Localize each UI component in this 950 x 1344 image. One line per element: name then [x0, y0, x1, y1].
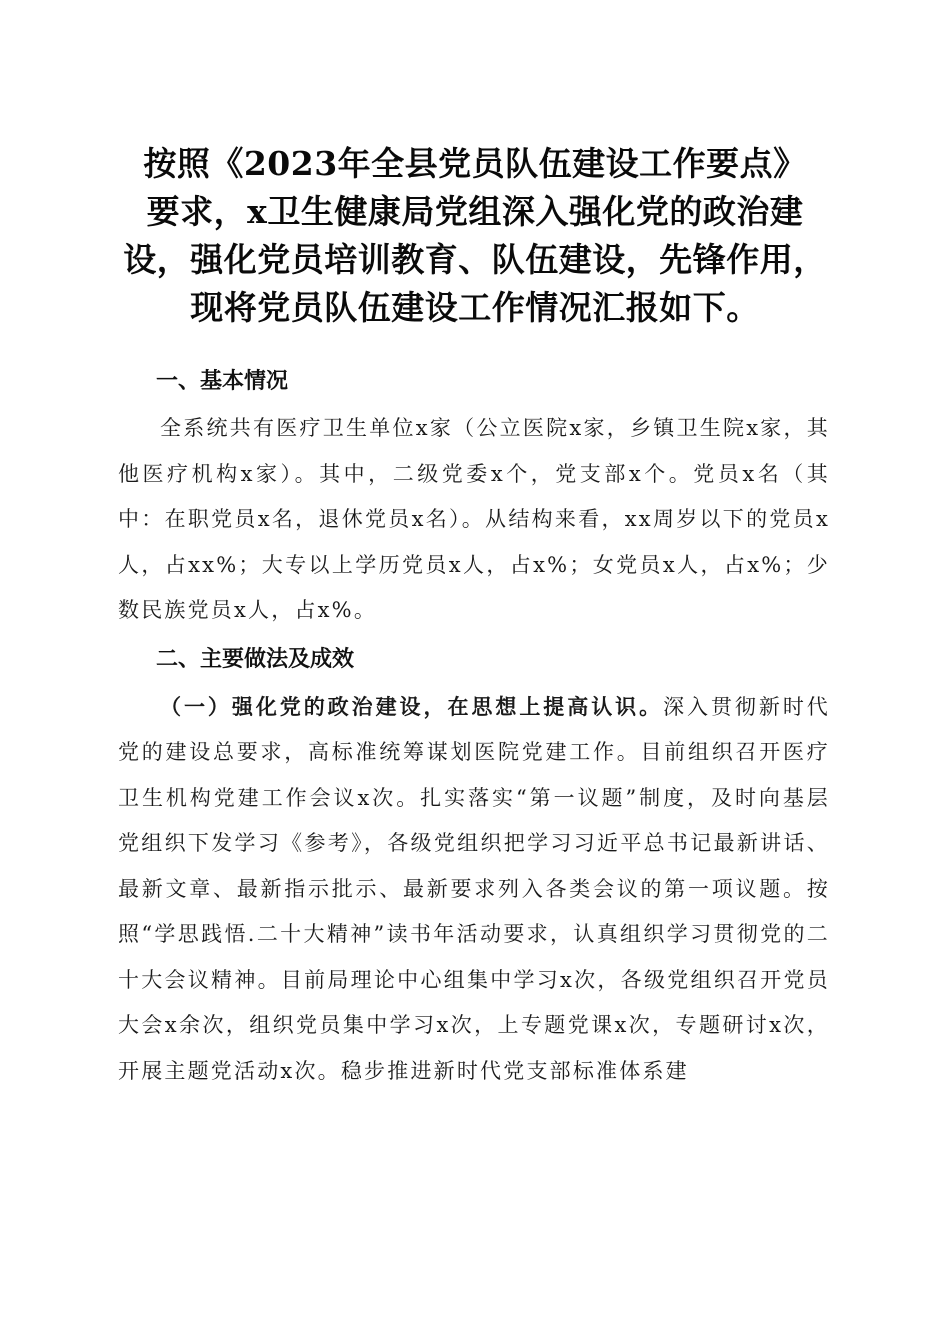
title-line: 按照《2023年全县党员队伍建设工作要点》: [143, 144, 807, 183]
subsection-text: 深入贯彻新时代党的建设总要求，高标准统筹谋划医院党建工作。目前组织召开医疗卫生机构党建工作会议x次。扎实落实“第一议题”制度，及时向基层党组织下发学习《参考》，各级党组织把学习习近平总书记最新讲话、最新文章、最新指示批示、最新要求列入各类会议的第一项议题。按照“学思践悟.二十大精神”读书年活动要求，认真组织学习贯彻党的二十大会议精神。目前局理论中心组集中学习x次，各级党组织召开党员大会x余次，组织党员集中学习x次，上专题党课x次，专题研讨x次，开展主题党活动x次。稳步推进新时代党支部标准体系建: [118, 694, 830, 1083]
title-line: 要求，x卫生健康局党组深入强化党的政治建: [146, 192, 804, 231]
section-paragraph-basic-situation: 全系统共有医疗卫生单位x家（公立医院x家，乡镇卫生院x家，其他医疗机构x家）。其中，二级党委x个，党支部x个。党员x名（其中：在职党员x名，退休党员x名）。从结构来看，xx周岁以下的党员x人，占xx%；大专以上学历党员x人，占x%；女党员x人，占x%；少数民族党员x人，占x%。: [118, 416, 830, 622]
section-heading-basic-situation: 一、基本情况: [156, 369, 289, 394]
title-line: 现将党员队伍建设工作情况汇报如下。: [190, 288, 760, 327]
subsection-lead: （一）强化党的政治建设，在思想上提高认识。: [160, 693, 664, 719]
document-body: [118, 360, 830, 1094]
section-heading-main-practices: 二、主要做法及成效: [156, 646, 355, 672]
section-paragraph-main-practices: [118, 684, 830, 1095]
document-title: [110, 140, 840, 332]
title-line: 设，强化党员培训教育、队伍建设，先锋作用，: [123, 240, 827, 279]
